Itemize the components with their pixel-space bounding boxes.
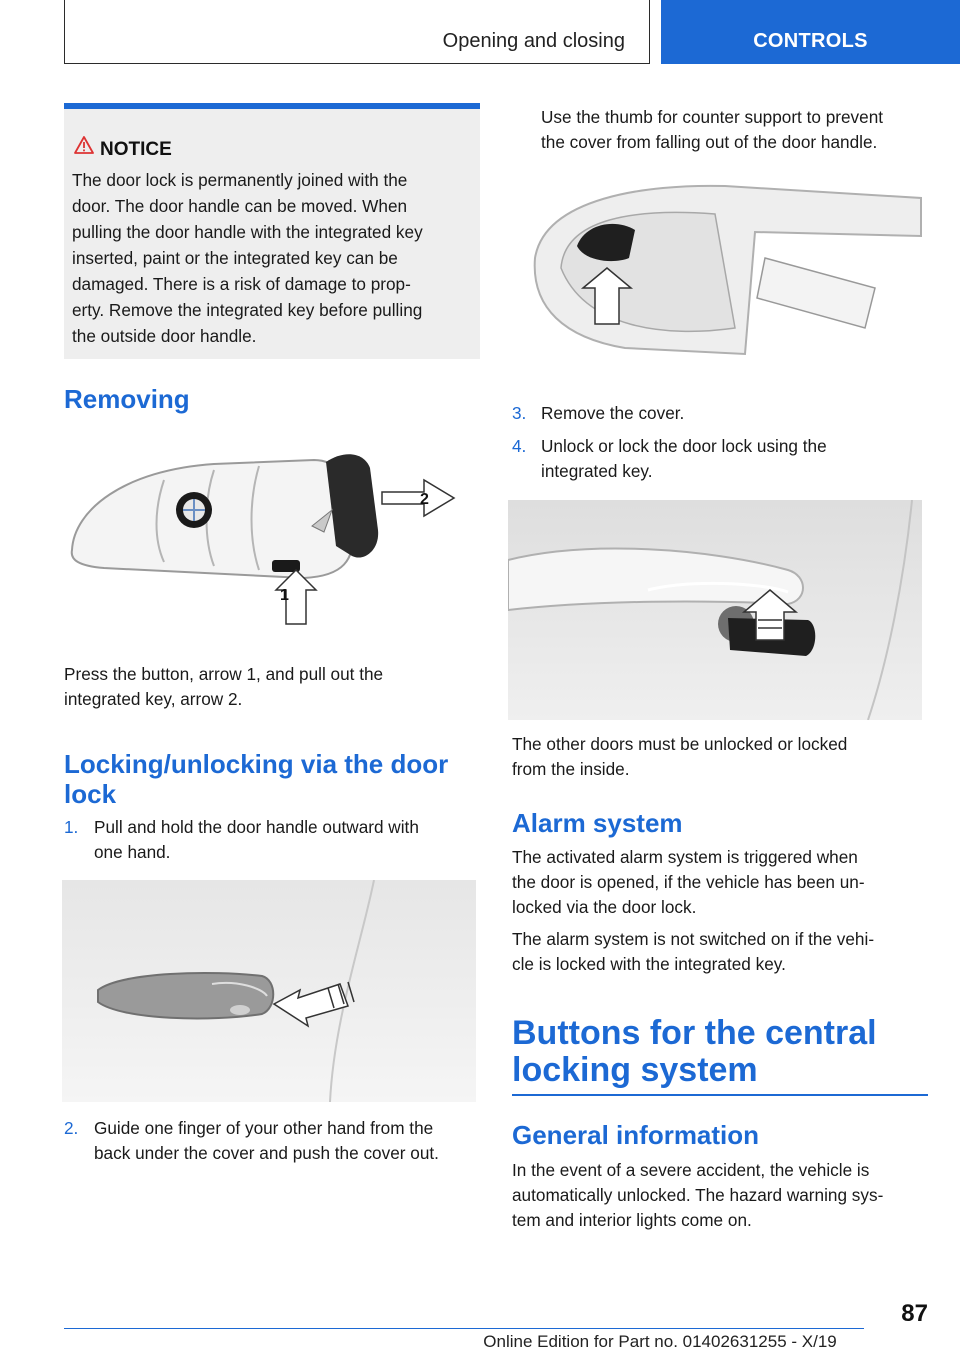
warning-icon xyxy=(74,135,94,155)
heading-line: Locking/unlocking via the door xyxy=(64,749,449,779)
text-line: cle is locked with the integrated key. xyxy=(512,954,786,974)
notice-box xyxy=(64,103,480,359)
text-line: In the event of a severe accident, the vehicle is xyxy=(512,1160,870,1180)
key-fob-illustration xyxy=(64,440,478,640)
text-line: the door is opened, if the vehicle has been un- xyxy=(512,872,865,892)
header-section-box xyxy=(64,0,650,64)
text-line: integrated key. xyxy=(541,461,653,481)
cover-removal-illustration xyxy=(525,178,925,358)
text-line: Pull and hold the door handle outward with xyxy=(94,817,419,837)
notice-line: pulling the door handle with the integrated key xyxy=(72,222,423,242)
notice-title: NOTICE xyxy=(100,139,172,160)
text-line: locked via the door lock. xyxy=(512,897,697,917)
general-info-heading: General information xyxy=(512,1120,760,1150)
heading-line: locking system xyxy=(512,1051,758,1089)
header-chapter-title: CONTROLS xyxy=(753,30,868,52)
header-section-title: Opening and closing xyxy=(442,30,625,52)
alarm-paragraph-2 xyxy=(512,927,932,977)
page-number: 87 xyxy=(901,1300,928,1327)
general-info-paragraph xyxy=(512,1158,932,1233)
step-1-text xyxy=(94,815,478,865)
notice-line: damaged. There is a risk of damage to prop- xyxy=(72,274,411,294)
notice-line: erty. Remove the integrated key before pulling xyxy=(72,300,423,320)
text-line: The alarm system is not switched on if the vehi- xyxy=(512,929,875,949)
text-line: back under the cover and push the cover out. xyxy=(94,1143,439,1163)
text-line: automatically unlocked. The hazard warning sys- xyxy=(512,1185,884,1205)
key-in-lock-illustration xyxy=(508,500,922,720)
text-line: Unlock or lock the door lock using the xyxy=(541,436,827,456)
figure-label-1: 1 xyxy=(280,587,289,604)
edition-text: Online Edition for Part no. 01402631255 - X/19 xyxy=(483,1332,837,1351)
removing-paragraph xyxy=(64,662,474,712)
notice-line: The door lock is permanently joined with the xyxy=(72,170,408,190)
text-line: one hand. xyxy=(94,842,171,862)
step-2-text xyxy=(94,1116,484,1166)
text-line: Use the thumb for counter support to prevent xyxy=(541,107,884,127)
other-doors-text xyxy=(512,732,922,782)
text-line: integrated key, arrow 2. xyxy=(64,689,243,709)
section-divider xyxy=(512,1094,928,1096)
text-line: from the inside. xyxy=(512,759,630,779)
heading-line: Buttons for the central xyxy=(512,1014,877,1052)
alarm-heading: Alarm system xyxy=(512,808,683,838)
locking-heading xyxy=(64,749,474,809)
text-line: Guide one finger of your other hand from the xyxy=(94,1118,434,1138)
notice-line: inserted, paint or the integrated key can be xyxy=(72,248,398,268)
step-number: 3. xyxy=(512,403,527,423)
removing-heading: Removing xyxy=(64,384,190,414)
text-line: the cover from falling out of the door handle. xyxy=(541,132,878,152)
text-line: The activated alarm system is triggered when xyxy=(512,847,858,867)
step-number: 2. xyxy=(64,1118,79,1138)
door-handle-illustration xyxy=(62,880,476,1102)
notice-line: door. The door handle can be moved. When xyxy=(72,196,408,216)
step-3-text: Remove the cover. xyxy=(541,403,685,423)
text-line: Press the button, arrow 1, and pull out the xyxy=(64,664,384,684)
step-number: 4. xyxy=(512,436,527,456)
footer-divider xyxy=(64,1328,864,1329)
step-number: 1. xyxy=(64,817,79,837)
text-line: The other doors must be unlocked or locked xyxy=(512,734,848,754)
header-chapter-tab xyxy=(661,0,960,64)
alarm-paragraph-1 xyxy=(512,845,932,920)
step-4-text xyxy=(541,434,931,484)
thumb-support-text xyxy=(541,105,941,155)
figure-label-2: 2 xyxy=(420,491,429,508)
heading-line: lock xyxy=(64,779,117,809)
notice-body xyxy=(72,167,472,349)
notice-line: the outside door handle. xyxy=(72,326,257,346)
text-line: tem and interior lights come on. xyxy=(512,1210,752,1230)
central-locking-heading xyxy=(512,1015,932,1089)
